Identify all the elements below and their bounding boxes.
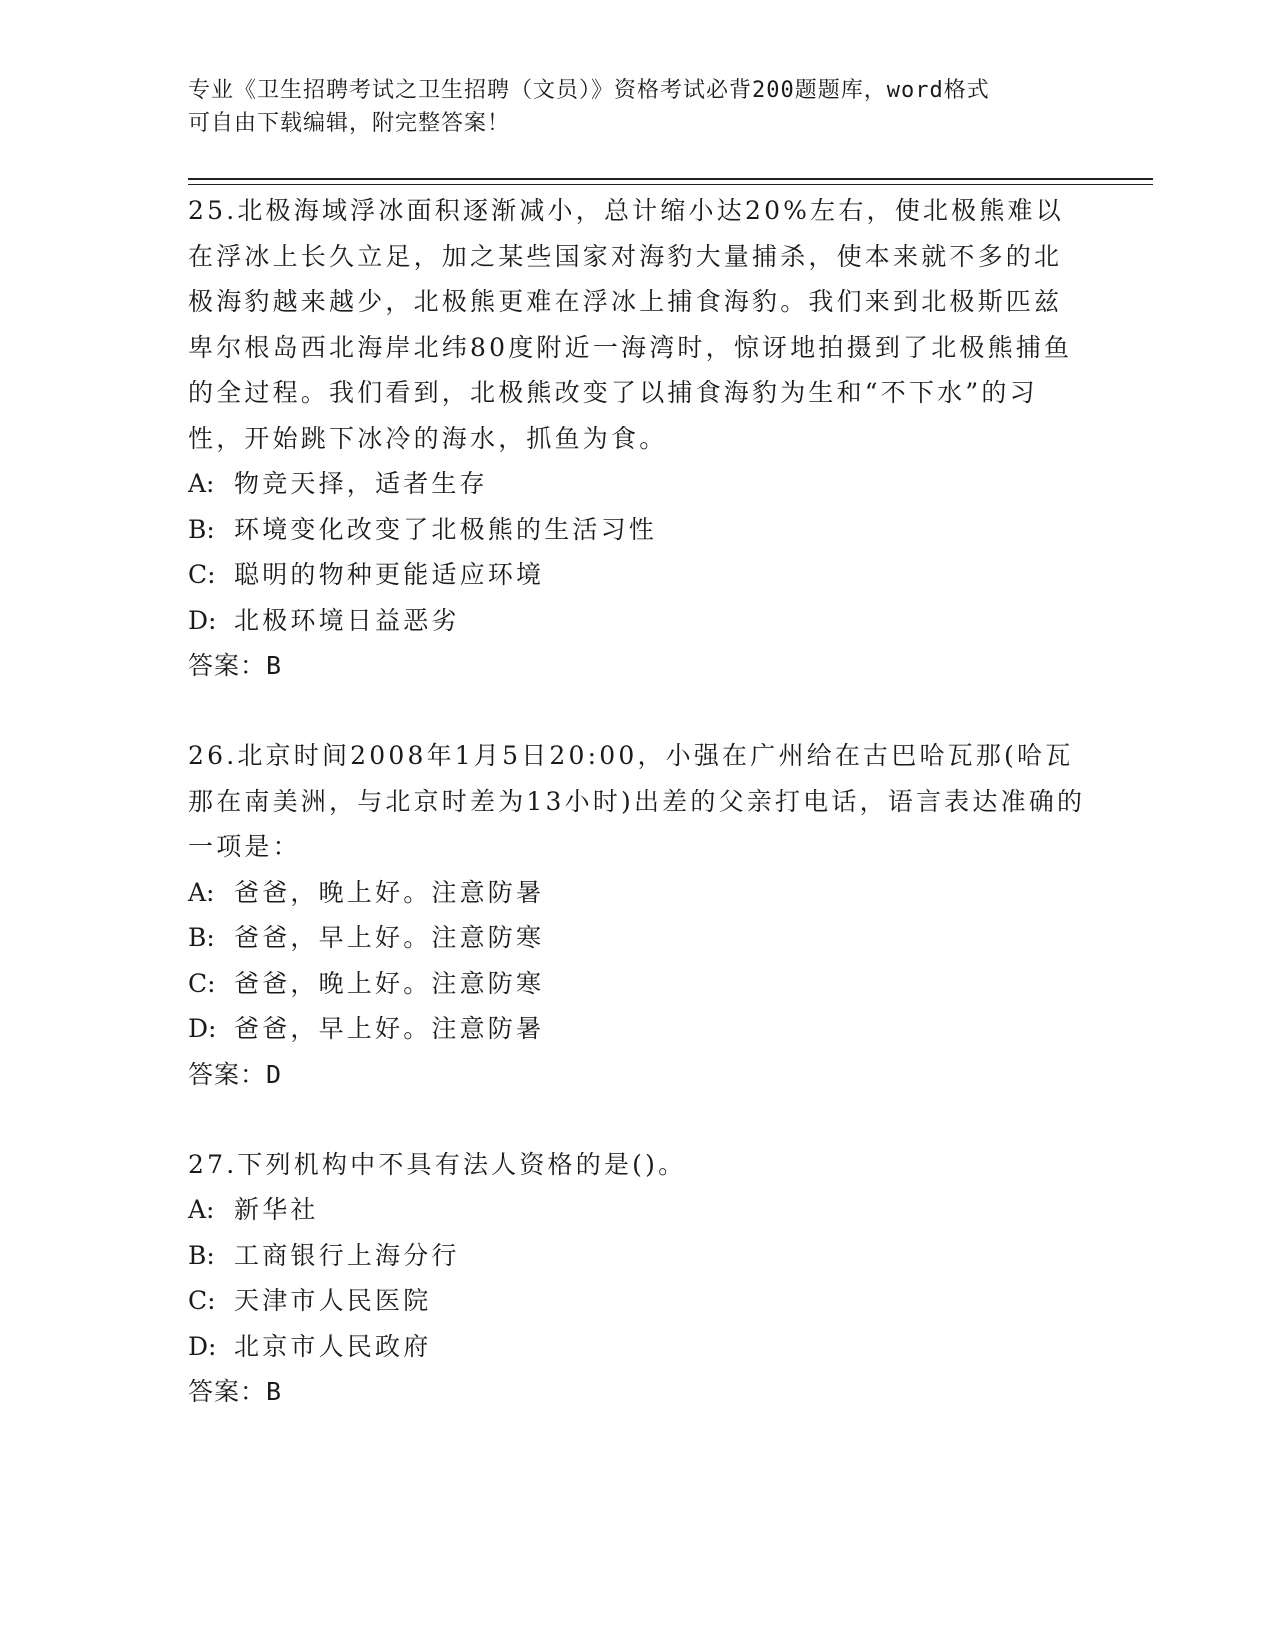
option-d: [188, 598, 1088, 644]
option-a: [188, 461, 1088, 507]
option-letter: C:: [188, 1286, 216, 1315]
option-b: [188, 507, 1088, 553]
option-text: 北极环境日益恶劣: [234, 605, 460, 635]
question-stem: 25.北极海域浮冰面积逐渐减小，总计缩小达20%左右，使北极熊难以在浮冰上长久立足，加之某些国家对海豹大量捕杀，使本来就不多的北极海豹越来越少，北极熊更难在浮冰上捕食海豹。我们来到北极斯匹兹卑尔根岛西北海岸北纬80度附近一海湾时，惊讶地拍摄到了北极熊捕鱼的全过程。我们看到，北极熊改变了以捕食海豹为生和“不下水”的习性，开始跳下冰冷的海水，抓鱼为食。: [188, 196, 1073, 453]
option-text: 聪明的物种更能适应环境: [234, 560, 545, 589]
option-a: [188, 870, 1088, 916]
option-d: [188, 1324, 1088, 1370]
option-text: 环境变化改变了北极熊的生活习性: [234, 514, 658, 544]
option-letter: D:: [188, 1331, 217, 1361]
option-b: [188, 915, 1088, 961]
option-text: 天津市人民医院: [234, 1286, 432, 1315]
document-header: [188, 74, 1088, 140]
question-27: [188, 1142, 1088, 1416]
answer-line: 答案：D: [188, 1059, 283, 1089]
question-list: [188, 188, 1088, 1459]
answer-line: 答案：B: [188, 1377, 283, 1406]
option-letter: C:: [188, 560, 216, 589]
option-c: [188, 552, 1088, 598]
question-26: [188, 733, 1088, 1098]
option-text: 北京市人民政府: [234, 1331, 432, 1361]
option-text: 工商银行上海分行: [234, 1240, 460, 1270]
header-line-1: 专业《卫生招聘考试之卫生招聘（文员）》资格考试必背200题题库，word格式: [188, 78, 990, 103]
option-text: 爸爸，早上好。注意防寒: [234, 923, 545, 952]
option-c: [188, 1278, 1088, 1324]
option-letter: B:: [188, 514, 215, 544]
option-text: 爸爸，早上好。注意防暑: [234, 1014, 545, 1043]
option-letter: C:: [188, 968, 216, 998]
option-letter: D:: [188, 605, 217, 635]
option-c: [188, 961, 1088, 1007]
option-text: 新华社: [234, 1195, 319, 1224]
option-letter: A:: [188, 877, 215, 907]
option-text: 爸爸，晚上好。注意防暑: [234, 877, 545, 907]
option-b: [188, 1233, 1088, 1279]
header-divider-thick: [188, 178, 1153, 180]
question-stem: 26.北京时间2008年1月5日20:00，小强在广州给在古巴哈瓦那(哈瓦那在南美洲，与北京时差为13小时)出差的父亲打电话，语言表达准确的一项是：: [188, 741, 1086, 861]
option-letter: B:: [188, 1240, 215, 1270]
option-d: [188, 1006, 1088, 1052]
header-line-2: 可自由下载编辑，附完整答案！: [188, 111, 511, 136]
option-letter: A:: [188, 1195, 215, 1224]
question-stem: 27.下列机构中不具有法人资格的是()。: [188, 1149, 687, 1179]
answer-line: 答案：B: [188, 651, 283, 680]
option-letter: D:: [188, 1014, 217, 1043]
option-text: 物竞天择，适者生存: [234, 469, 488, 498]
option-a: [188, 1187, 1088, 1233]
header-divider-thin: [188, 184, 1153, 185]
option-letter: A:: [188, 469, 215, 498]
question-25: [188, 188, 1088, 689]
option-letter: B:: [188, 923, 215, 952]
option-text: 爸爸，晚上好。注意防寒: [234, 968, 545, 998]
